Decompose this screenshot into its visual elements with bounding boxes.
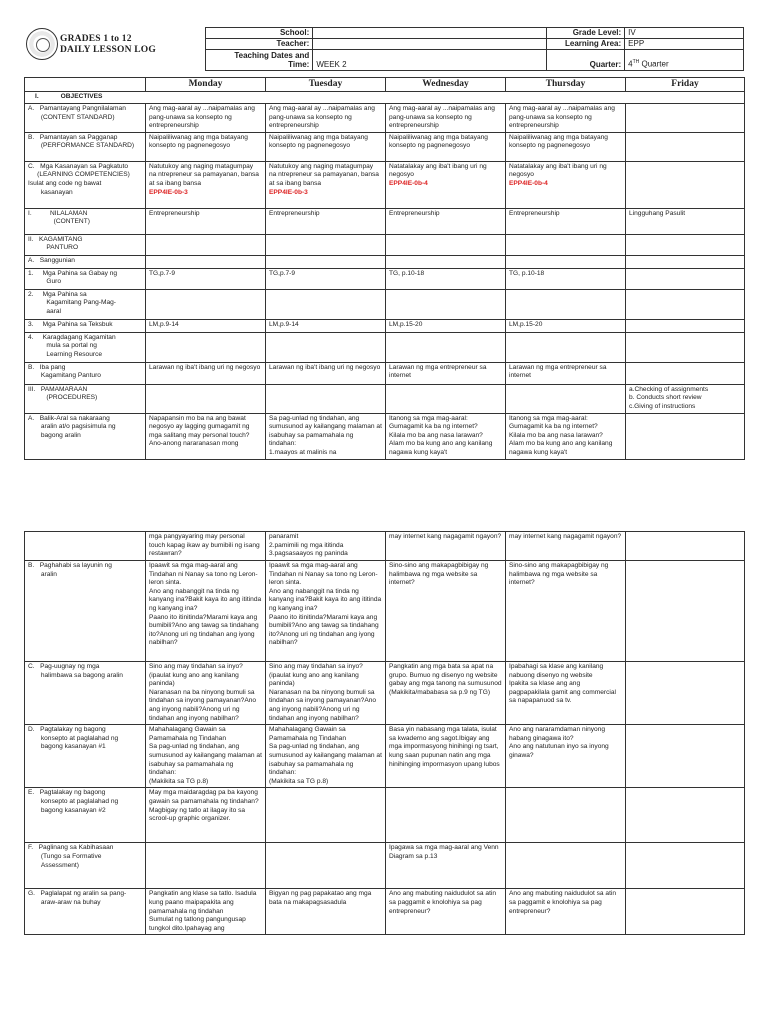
day-cell: [626, 332, 745, 362]
day-cell: [386, 255, 506, 268]
cell-text: Naipaliliwanag ang mga batayang konsepto ng pagnenegosyo: [389, 133, 490, 150]
cell-text: Sino ang may tindahan sa inyo?(ipaulat kung ano ang kanilang paninda) Naranasan na ba ninyong bumuli sa tindahan sa inyong pamayanan?Ano ang inyong nabili?Anong uri ng tindahan ang inyong nabilhan?: [269, 663, 377, 722]
cell-text: Larawan ng iba't ibang uri ng negosyo: [269, 363, 381, 371]
day-thursday: Thursday: [506, 78, 626, 92]
row-label: D. Pagtalakay ng bagong konsepto at paglalahad ng bagong kasanayan #1: [25, 725, 146, 788]
cell-text: may internet kang nagagamit ngayon?: [509, 533, 622, 540]
day-cell: [266, 132, 386, 161]
cell-text: mga pangyayaring may personal touch kapag ikaw ay bumibili ng isang restawran?: [149, 533, 262, 558]
area-label: Learning Area:: [547, 39, 625, 50]
day-cell: [266, 255, 386, 268]
cell-text: Sino ang may tindahan sa inyo?(ipaulat kung ano ang kanilang paninda) Naranasan na ba ninyong bumuli sa tindahan sa inyong pamayanan?Ano ang inyong nabili?Anong uri ng tindahan ang inyong nabilhan?: [149, 663, 257, 722]
day-cell: [146, 268, 266, 289]
cell-text: TG,p.7-9: [149, 269, 176, 277]
lesson-row: [25, 132, 745, 161]
cell-text: Naipaliliwanag ang mga batayang konsepto ng pagnenegosyo: [269, 133, 370, 150]
day-cell: [146, 413, 266, 459]
day-cell: [266, 662, 386, 725]
cell-text: Pangkatin ang mga bata sa apat na grupo. Bumuo ng disenyo ng website gabay ang mga tanong na sumusunod (Makikita/mababasa sa p.9 ng TG): [389, 663, 502, 696]
day-cell: [266, 161, 386, 208]
day-cell: [386, 532, 506, 561]
day-cell: [146, 132, 266, 161]
day-cell: [266, 788, 386, 843]
lesson-row: [25, 662, 745, 725]
cell-text: Entrepreneurship: [149, 209, 200, 217]
day-cell: [146, 234, 266, 255]
day-cell: [266, 104, 386, 133]
day-cell: [506, 132, 626, 161]
cell-text: Ano ang mabuting naidudulot sa atin sa paggamit e knolohiya sa pag entrepreneur?: [509, 890, 618, 915]
cell-text: LM,p.15-20: [509, 320, 543, 328]
day-cell: [506, 104, 626, 133]
objectives-row: [25, 92, 745, 104]
log-title: GRADES 1 to 12 DAILY LESSON LOG: [60, 34, 156, 55]
cell-text: Ano ang mabuting naidudulot sa atin sa paggamit e knolohiya sa pag entrepreneur?: [389, 890, 498, 915]
cell-text: Entrepreneurship: [509, 209, 560, 217]
row-label: III. PAMAMARAAN (PROCEDURES): [25, 384, 146, 413]
lesson-row: [25, 268, 745, 289]
cell-text: Pangkatin ang klase sa tatlo. Isadula kung paano maipapakita ang pamamahala ng tindahan Sumulat ng tatlong pangungusap tungkol dito.Ipahayag ang: [149, 890, 257, 932]
cell-text: panaramit 2.pamimili ng mga ititinda 3.pagsasaayos ng paninda: [269, 533, 348, 558]
day-cell: [506, 413, 626, 459]
header: [24, 27, 744, 77]
cell-text: Ang mag-aaral ay ...naipamalas ang pang-unawa sa konsepto ng entrepreneurship: [149, 105, 257, 130]
grade-value: IV: [625, 28, 744, 39]
day-cell: [266, 725, 386, 788]
lesson-row: [25, 384, 745, 413]
day-cell: [506, 332, 626, 362]
day-monday: Monday: [146, 78, 266, 92]
day-cell: [146, 561, 266, 662]
area-value: EPP: [625, 39, 744, 50]
day-cell: [266, 362, 386, 384]
day-cell: [266, 268, 386, 289]
lesson-row: [25, 104, 745, 133]
day-cell: [506, 362, 626, 384]
lesson-row: [25, 413, 745, 459]
day-cell: [266, 332, 386, 362]
day-cell: [146, 255, 266, 268]
day-cell: [626, 362, 745, 384]
info-table: [205, 27, 744, 71]
cell-text: Itanong sa mga mag-aaral: Gumagamit ka ba ng internet? Kilala mo ba ang nasa larawan? Alam mo ba kung ano ang kanilang nagawa kung kaya't: [389, 414, 493, 456]
day-cell: [506, 319, 626, 332]
lesson-row: [25, 255, 745, 268]
day-cell: [386, 384, 506, 413]
day-wednesday: Wednesday: [386, 78, 506, 92]
cell-text: TG, p.10-18: [389, 269, 425, 277]
cell-text: LM,p.15-20: [389, 320, 423, 328]
day-cell: [146, 725, 266, 788]
day-cell: [266, 843, 386, 889]
row-label: A. Balik-Aral sa nakaraang aralin at/o pagsisimula ng bagong aralin: [25, 413, 146, 459]
row-label: [25, 532, 146, 561]
lesson-row: [25, 788, 745, 843]
cell-text: Mahahalagang Gawain sa Pamamahala ng Tindahan Sa pag-unlad ng tindahan, ang sumusunod ay kailangang malaman at isabuhay sa pamamahala ng tindahan: (Makikita sa TG p.8): [149, 726, 262, 785]
teacher-label: Teacher:: [206, 39, 313, 50]
day-cell: [146, 843, 266, 889]
day-cell: [146, 532, 266, 561]
row-label: 3. Mga Pahina sa Teksbuk: [25, 319, 146, 332]
day-cell: [146, 332, 266, 362]
objectives-label: I. OBJECTIVES: [25, 92, 745, 104]
day-cell: [266, 234, 386, 255]
cell-text: Natatalakay ang iba't ibang uri ng negosyo: [509, 162, 609, 179]
row-label: 2. Mga Pahina sa Kagamitang Pang-Mag- aaral: [25, 289, 146, 319]
cell-text: Larawan ng iba't ibang uri ng negosyo: [149, 363, 261, 371]
day-cell: [146, 788, 266, 843]
cell-text: Ipagawa sa mga mag-aaral ang Venn Diagram sa p.13: [389, 844, 501, 860]
row-label: C. Mga Kasanayan sa Pagkatuto (LEARNING COMPETENCIES) Isulat ang code ng bawat kasanayan: [25, 161, 146, 208]
day-cell: [386, 319, 506, 332]
day-cell: [506, 208, 626, 234]
day-cell: [506, 161, 626, 208]
day-cell: [266, 413, 386, 459]
day-cell: [146, 104, 266, 133]
day-cell: [146, 289, 266, 319]
cell-text: Sa pag-unlad ng tindahan, ang sumusunod ay kailangang malaman at isabuhay sa pamamahala ng tindahan: 1.maayos at malinis na: [269, 414, 382, 456]
lesson-row: [25, 362, 745, 384]
teacher-value: [313, 39, 547, 50]
day-cell: [506, 662, 626, 725]
lesson-row: [25, 161, 745, 208]
day-cell: [266, 889, 386, 935]
cell-text: Sino-sino ang makapagbibigay ng halimbawa ng mga website sa internet?: [389, 562, 491, 587]
row-label: G. Paglalapat ng aralin sa pang- araw-araw na buhay: [25, 889, 146, 935]
row-label: 1. Mga Pahina sa Gabay ng Guro: [25, 268, 146, 289]
cell-text: Naipaliliwanag ang mga batayang konsepto ng pagnenegosyo: [149, 133, 250, 150]
cell-text: Natutukoy ang naging matagumpay na ntrepreneur sa pamayanan, bansa at sa ibang bansa: [269, 162, 381, 187]
day-cell: [506, 384, 626, 413]
cell-text: Ipabahagi sa klase ang kanilang nabuong disenyo ng website Ipakita sa klase ang ang pagpapakilala gamit ang commercial sa napapanuod sa tv.: [509, 663, 617, 705]
cell-text: Lingguhang Pasulit: [629, 209, 686, 217]
cell-text: Basa yin nabasang mga talata, isulat sa kwaderno ang sagot.Ibigay ang mga impormasyong hinihingi ng tsart, kung saan pupunan natin ang mga hinihinging impormasyon upang lubos: [389, 726, 501, 768]
day-cell: [386, 208, 506, 234]
cell-text: Natutukoy ang naging matagumpay na ntrepreneur sa pamayanan, bansa at sa ibang bansa: [149, 162, 261, 187]
day-cell: [386, 413, 506, 459]
day-cell: [266, 289, 386, 319]
cell-text: Ipaawit sa mga mag-aaral ang Tindahan ni Nanay sa tono ng Leron-leron sinta. Ano ang nabanggit na tinda ng kanyang ina?Bakit kaya ito ang ititinda ng kanyang ina? Paano ito itinitinda?Marami kaya ang bumibili?Ano ang tawag sa tindahang ito?Anong uri ng tindahan ang iyong nabilhan?: [149, 562, 262, 647]
cell-text: Napapansin mo ba na ang bawat negosyo ay lagging gumagamit ng mga salitang may personal touch? Ano-anong nararanasan mong: [149, 414, 250, 448]
lesson-row: [25, 532, 745, 561]
day-cell: [506, 725, 626, 788]
day-cell: [626, 725, 745, 788]
day-cell: [626, 889, 745, 935]
day-cell: [386, 889, 506, 935]
page-one: [24, 27, 744, 460]
cell-text: Mahahalagang Gawain sa Pamamahala ng Tindahan Sa pag-unlad ng tindahan, ang sumusunod ay kailangang malaman at isabuhay sa pamamahala ng tindahan: (Makikita sa TG p.8): [269, 726, 382, 785]
day-cell: [146, 362, 266, 384]
day-cell: [386, 362, 506, 384]
row-label: II. KAGAMITANG PANTURO: [25, 234, 146, 255]
deped-seal-icon: [26, 28, 58, 60]
dates-value: WEEK 2: [313, 50, 547, 71]
day-cell: [626, 161, 745, 208]
competency-code: EPP4IE-0b-4: [389, 179, 428, 187]
day-cell: [506, 561, 626, 662]
row-label: I. NILALAMAN (CONTENT): [25, 208, 146, 234]
day-cell: [506, 788, 626, 843]
day-cell: [506, 268, 626, 289]
day-cell: [266, 319, 386, 332]
grade-label: Grade Level:: [547, 28, 625, 39]
school-value: [313, 28, 547, 39]
day-cell: [146, 208, 266, 234]
day-cell: [266, 561, 386, 662]
cell-text: Entrepreneurship: [389, 209, 440, 217]
lesson-table-page-1: [24, 77, 745, 460]
day-cell: [386, 561, 506, 662]
day-cell: [386, 132, 506, 161]
cell-text: may internet kang nagagamit ngayon?: [389, 533, 502, 540]
day-cell: [626, 843, 745, 889]
day-cell: [386, 725, 506, 788]
cell-text: Ang mag-aaral ay ...naipamalas ang pang-unawa sa konsepto ng entrepreneurship: [269, 105, 377, 130]
cell-text: May mga maidaragdag pa ba kayong gawain sa pamamahala ng tindahan? Magbigay ng tatlo at ilagay ito sa scrool-up graphic organizer.: [149, 789, 261, 823]
row-label: E. Pagtalakay ng bagong konsepto at paglalahad ng bagong kasanayan #2: [25, 788, 146, 843]
day-friday: Friday: [626, 78, 745, 92]
day-cell: [626, 788, 745, 843]
day-cell: [506, 843, 626, 889]
day-cell: [626, 561, 745, 662]
day-cell: [506, 289, 626, 319]
cell-text: Ang mag-aaral ay ...naipamalas ang pang-unawa sa konsepto ng entrepreneurship: [389, 105, 497, 130]
row-label: B. Paghahabi sa layunin ng aralin: [25, 561, 146, 662]
day-cell: [146, 889, 266, 935]
cell-text: Natatalakay ang iba't ibang uri ng negosyo: [389, 162, 489, 179]
lesson-row: [25, 234, 745, 255]
dates-label: Teaching Dates and Time:: [206, 50, 313, 71]
cell-text: Larawan ng mga entrepreneur sa internet: [509, 363, 609, 380]
day-cell: [626, 413, 745, 459]
day-cell: [626, 255, 745, 268]
lesson-row: [25, 319, 745, 332]
day-cell: [386, 161, 506, 208]
day-tuesday: Tuesday: [266, 78, 386, 92]
cell-text: Bigyan ng pag papakatao ang mga bata na makapagsasadula: [269, 890, 374, 906]
day-cell: [626, 384, 745, 413]
competency-code: EPP4IE-0b-3: [149, 188, 188, 196]
lesson-row: [25, 843, 745, 889]
day-cell: [386, 843, 506, 889]
row-label: B. Pamantayan sa Pagganap (PERFORMANCE STANDARD): [25, 132, 146, 161]
cell-text: Larawan ng mga entrepreneur sa internet: [389, 363, 489, 380]
day-cell: [626, 662, 745, 725]
day-cell: [266, 532, 386, 561]
day-cell: [626, 532, 745, 561]
competency-code: EPP4IE-0b-3: [269, 188, 308, 196]
competency-code: EPP4IE-0b-4: [509, 179, 548, 187]
day-cell: [506, 889, 626, 935]
row-label: B. Iba pang Kagamitang Panturo: [25, 362, 146, 384]
cell-text: Itanong sa mga mag-aaral: Gumagamit ka ba ng internet? Kilala mo ba ang nasa larawan? Alam mo ba kung ano ang kanilang nagawa kung kaya't: [509, 414, 613, 456]
day-cell: [626, 104, 745, 133]
quarter-value: 4TH Quarter: [625, 50, 744, 71]
day-cell: [146, 384, 266, 413]
day-cell: [266, 208, 386, 234]
day-cell: [386, 234, 506, 255]
corner-cell: [25, 78, 146, 92]
row-label: F. Paglinang sa Kabihasaan (Tungo sa Formative Assessment): [25, 843, 146, 889]
row-label: A. Pamantayang Pangnilalaman (CONTENT STANDARD): [25, 104, 146, 133]
school-label: School:: [206, 28, 313, 39]
page-two: [24, 531, 744, 935]
lesson-table-page-2: [24, 531, 745, 935]
lesson-row: [25, 889, 745, 935]
day-cell: [266, 384, 386, 413]
row-label: A. Sanggunian: [25, 255, 146, 268]
cell-text: Naipaliliwanag ang mga batayang konsepto ng pagnenegosyo: [509, 133, 610, 150]
day-cell: [626, 208, 745, 234]
cell-text: LM,p.9-14: [149, 320, 179, 328]
cell-text: Sino-sino ang makapagbibigay ng halimbawa ng mga website sa internet?: [509, 562, 611, 587]
row-label: 4. Karagdagang Kagamitan mula sa portal ng Learning Resource: [25, 332, 146, 362]
day-cell: [386, 662, 506, 725]
day-cell: [626, 132, 745, 161]
lesson-row: [25, 332, 745, 362]
day-cell: [146, 662, 266, 725]
row-label: C. Pag-uugnay ng mga halimbawa sa bagong aralin: [25, 662, 146, 725]
day-cell: [626, 289, 745, 319]
lesson-row: [25, 208, 745, 234]
day-header-row: [25, 78, 745, 92]
lesson-row: [25, 725, 745, 788]
day-cell: [506, 255, 626, 268]
day-cell: [386, 289, 506, 319]
day-cell: [626, 268, 745, 289]
cell-text: Ang mag-aaral ay ...naipamalas ang pang-unawa sa konsepto ng entrepreneurship: [509, 105, 617, 130]
lesson-row: [25, 289, 745, 319]
cell-text: LM,p.9-14: [269, 320, 299, 328]
day-cell: [386, 788, 506, 843]
cell-text: TG,p.7-9: [269, 269, 296, 277]
day-cell: [386, 104, 506, 133]
cell-text: a.Checking of assignments b. Conducts short review c.Giving of instructions: [629, 385, 709, 410]
day-cell: [626, 234, 745, 255]
lesson-row: [25, 561, 745, 662]
cell-text: Ipaawit sa mga mag-aaral ang Tindahan ni Nanay sa tono ng Leron-leron sinta. Ano ang nabanggit na tinda ng kanyang ina?Bakit kaya ito ang ititinda ng kanyang ina? Paano ito itinitinda?Marami kaya ang bumibili?Ano ang tawag sa tindahang ito?Anong uri ng tindahan ang iyong nabilhan?: [269, 562, 382, 647]
day-cell: [626, 319, 745, 332]
cell-text: Entrepreneurship: [269, 209, 320, 217]
cell-text: Ano ang nararamdaman ninyong habang ginagawa ito? Ano ang natutunan inyo sa inyong ginawa?: [509, 726, 609, 759]
day-cell: [386, 268, 506, 289]
day-cell: [506, 234, 626, 255]
day-cell: [386, 332, 506, 362]
day-cell: [506, 532, 626, 561]
day-cell: [146, 161, 266, 208]
quarter-label: Quarter:: [547, 50, 625, 71]
cell-text: TG, p.10-18: [509, 269, 545, 277]
day-cell: [146, 319, 266, 332]
